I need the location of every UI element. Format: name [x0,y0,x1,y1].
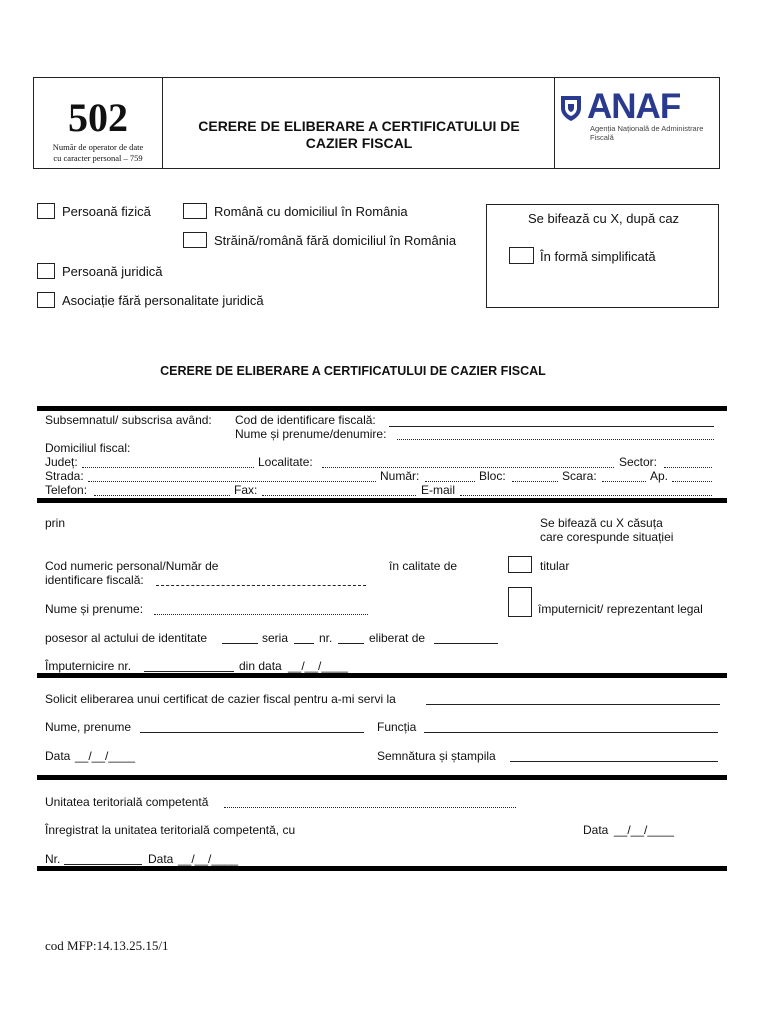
anaf-logo-subtitle: Agenția Națională de Administrare Fiscală [590,124,704,142]
header-divider-right [554,78,555,168]
titular-checkbox[interactable] [508,556,532,573]
nr-label: nr. [319,631,333,645]
semnatura-label: Semnătura și ștampila [377,749,496,763]
rep-nume-field[interactable] [154,614,368,615]
operator-number-line1: Număr de operator de date [52,142,144,152]
sector-label: Sector: [619,455,658,469]
request-data-field[interactable]: __/__/____ [75,749,136,763]
nume-denumire-field[interactable] [397,439,714,440]
domiciliu-label: Domiciliul fiscal: [45,441,131,455]
localitate-label: Localitate: [258,455,313,469]
din-data-field[interactable]: __/__/____ [288,659,349,673]
form-header [33,77,720,169]
simplified-form-box [486,204,719,308]
strada-field[interactable] [88,481,376,482]
section-rule [37,498,727,503]
judet-label: Județ: [45,455,78,469]
din-data-label: din data [239,659,282,673]
persoana-fizica-label: Persoană fizică [62,204,151,219]
registration-data2-label: Data [148,852,174,866]
judet-field[interactable] [82,467,254,468]
solicit-field[interactable] [426,704,720,705]
strada-label: Strada: [45,469,84,483]
cnp-label-line1: Cod numeric personal/Număr de [45,559,219,573]
asociatie-label: Asociație fără personalitate juridică [62,293,264,308]
eliberat-field[interactable] [434,643,498,644]
nr-field[interactable] [338,643,364,644]
nume-denumire-label: Nume și prenume/denumire: [235,427,387,441]
fax-label: Fax: [234,483,258,497]
cnp-label-line2: identificare fiscală: [45,573,144,587]
posesor-label: posesor al actului de identitate [45,631,208,645]
side-box-instruction: Se bifează cu X, după caz [528,211,680,226]
ap-field[interactable] [672,481,712,482]
section-rule [37,775,727,780]
imputernicit-checkbox[interactable] [508,587,532,617]
request-nume-label: Nume, prenume [45,720,132,734]
section-rule [37,406,727,411]
footer-code: cod MFP:14.13.25.15/1 [45,938,169,953]
imputernicit-label: împuternicit/ reprezentant legal [538,602,703,616]
imputernicire-nr-label: Împuternicire nr. [45,659,132,673]
imputernicire-nr-field[interactable] [144,671,234,672]
telefon-field[interactable] [94,495,230,496]
fax-field[interactable] [262,495,416,496]
solicit-label: Solicit eliberarea unui certificat de cazier fiscal pentru a-mi servi la [45,692,396,706]
titular-label: titular [540,559,570,573]
telefon-label: Telefon: [45,483,88,497]
semnatura-field[interactable] [510,761,718,762]
cod-fiscal-label: Cod de identificare fiscală: [235,413,376,427]
seria-field[interactable] [294,643,314,644]
header-title-line1: CERERE DE ELIBERARE A CERTIFICATULUI DE [198,118,520,134]
act-identitate-field[interactable] [222,643,258,644]
anaf-logo: ANAF [587,87,681,126]
functia-label: Funcția [377,720,417,734]
numar-label: Număr: [380,469,420,483]
bloc-label: Bloc: [479,469,506,483]
scara-label: Scara: [562,469,597,483]
persoana-juridica-label: Persoană juridică [62,264,163,279]
unitatea-field[interactable] [224,807,516,808]
rep-nume-label: Nume și prenume: [45,602,144,616]
header-title-line2: CAZIER FISCAL [305,135,413,151]
romana-label: Română cu domiciliul în România [214,204,408,219]
registration-data-field[interactable]: __/__/____ [614,823,675,837]
request-data-label: Data [45,749,71,763]
scara-field[interactable] [602,481,646,482]
bloc-field[interactable] [512,481,558,482]
registration-data-label: Data [583,823,609,837]
section-rule [37,673,727,678]
subsemnatul-label: Subsemnatul/ subscrisa având: [45,413,212,427]
main-title: CERERE DE ELIBERARE A CERTIFICATULUI DE CAZIER FISCAL [160,364,546,378]
forma-simplificata-checkbox[interactable] [509,247,534,264]
registration-nr-field[interactable] [64,864,142,865]
email-label: E-mail [421,483,456,497]
email-field[interactable] [460,495,712,496]
straina-checkbox[interactable] [183,232,207,248]
unitatea-label: Unitatea teritorială competentă [45,795,209,809]
inregistrat-label: Înregistrat la unitatea teritorială competentă, cu [45,823,296,837]
sector-field[interactable] [664,467,712,468]
romana-checkbox[interactable] [183,203,207,219]
anaf-shield-icon [560,95,582,122]
representative-instruction-line1: Se bifează cu X căsuța [540,516,663,530]
prin-label: prin [45,516,66,530]
functia-field[interactable] [424,732,718,733]
operator-number-line2: cu caracter personal – 759 [53,153,143,163]
localitate-field[interactable] [322,467,614,468]
asociatie-checkbox[interactable] [37,292,55,308]
registration-data2-field[interactable]: __/__/____ [178,852,239,866]
straina-label: Străină/română fără domiciliul în România [214,233,457,248]
calitate-label: în calitate de [389,559,458,573]
eliberat-label: eliberat de [369,631,426,645]
cnp-field[interactable] [156,585,366,586]
ap-label: Ap. [650,469,669,483]
forma-simplificata-label: În formă simplificată [540,249,656,264]
registration-nr-label: Nr. [45,852,61,866]
persoana-juridica-checkbox[interactable] [37,263,55,279]
seria-label: seria [262,631,289,645]
persoana-fizica-checkbox[interactable] [37,203,55,219]
section-rule [37,866,727,871]
numar-field[interactable] [425,481,475,482]
cod-fiscal-field[interactable] [389,426,714,427]
form-number: 502 [68,95,128,140]
request-nume-field[interactable] [140,732,364,733]
representative-instruction-line2: care corespunde situației [540,530,674,544]
